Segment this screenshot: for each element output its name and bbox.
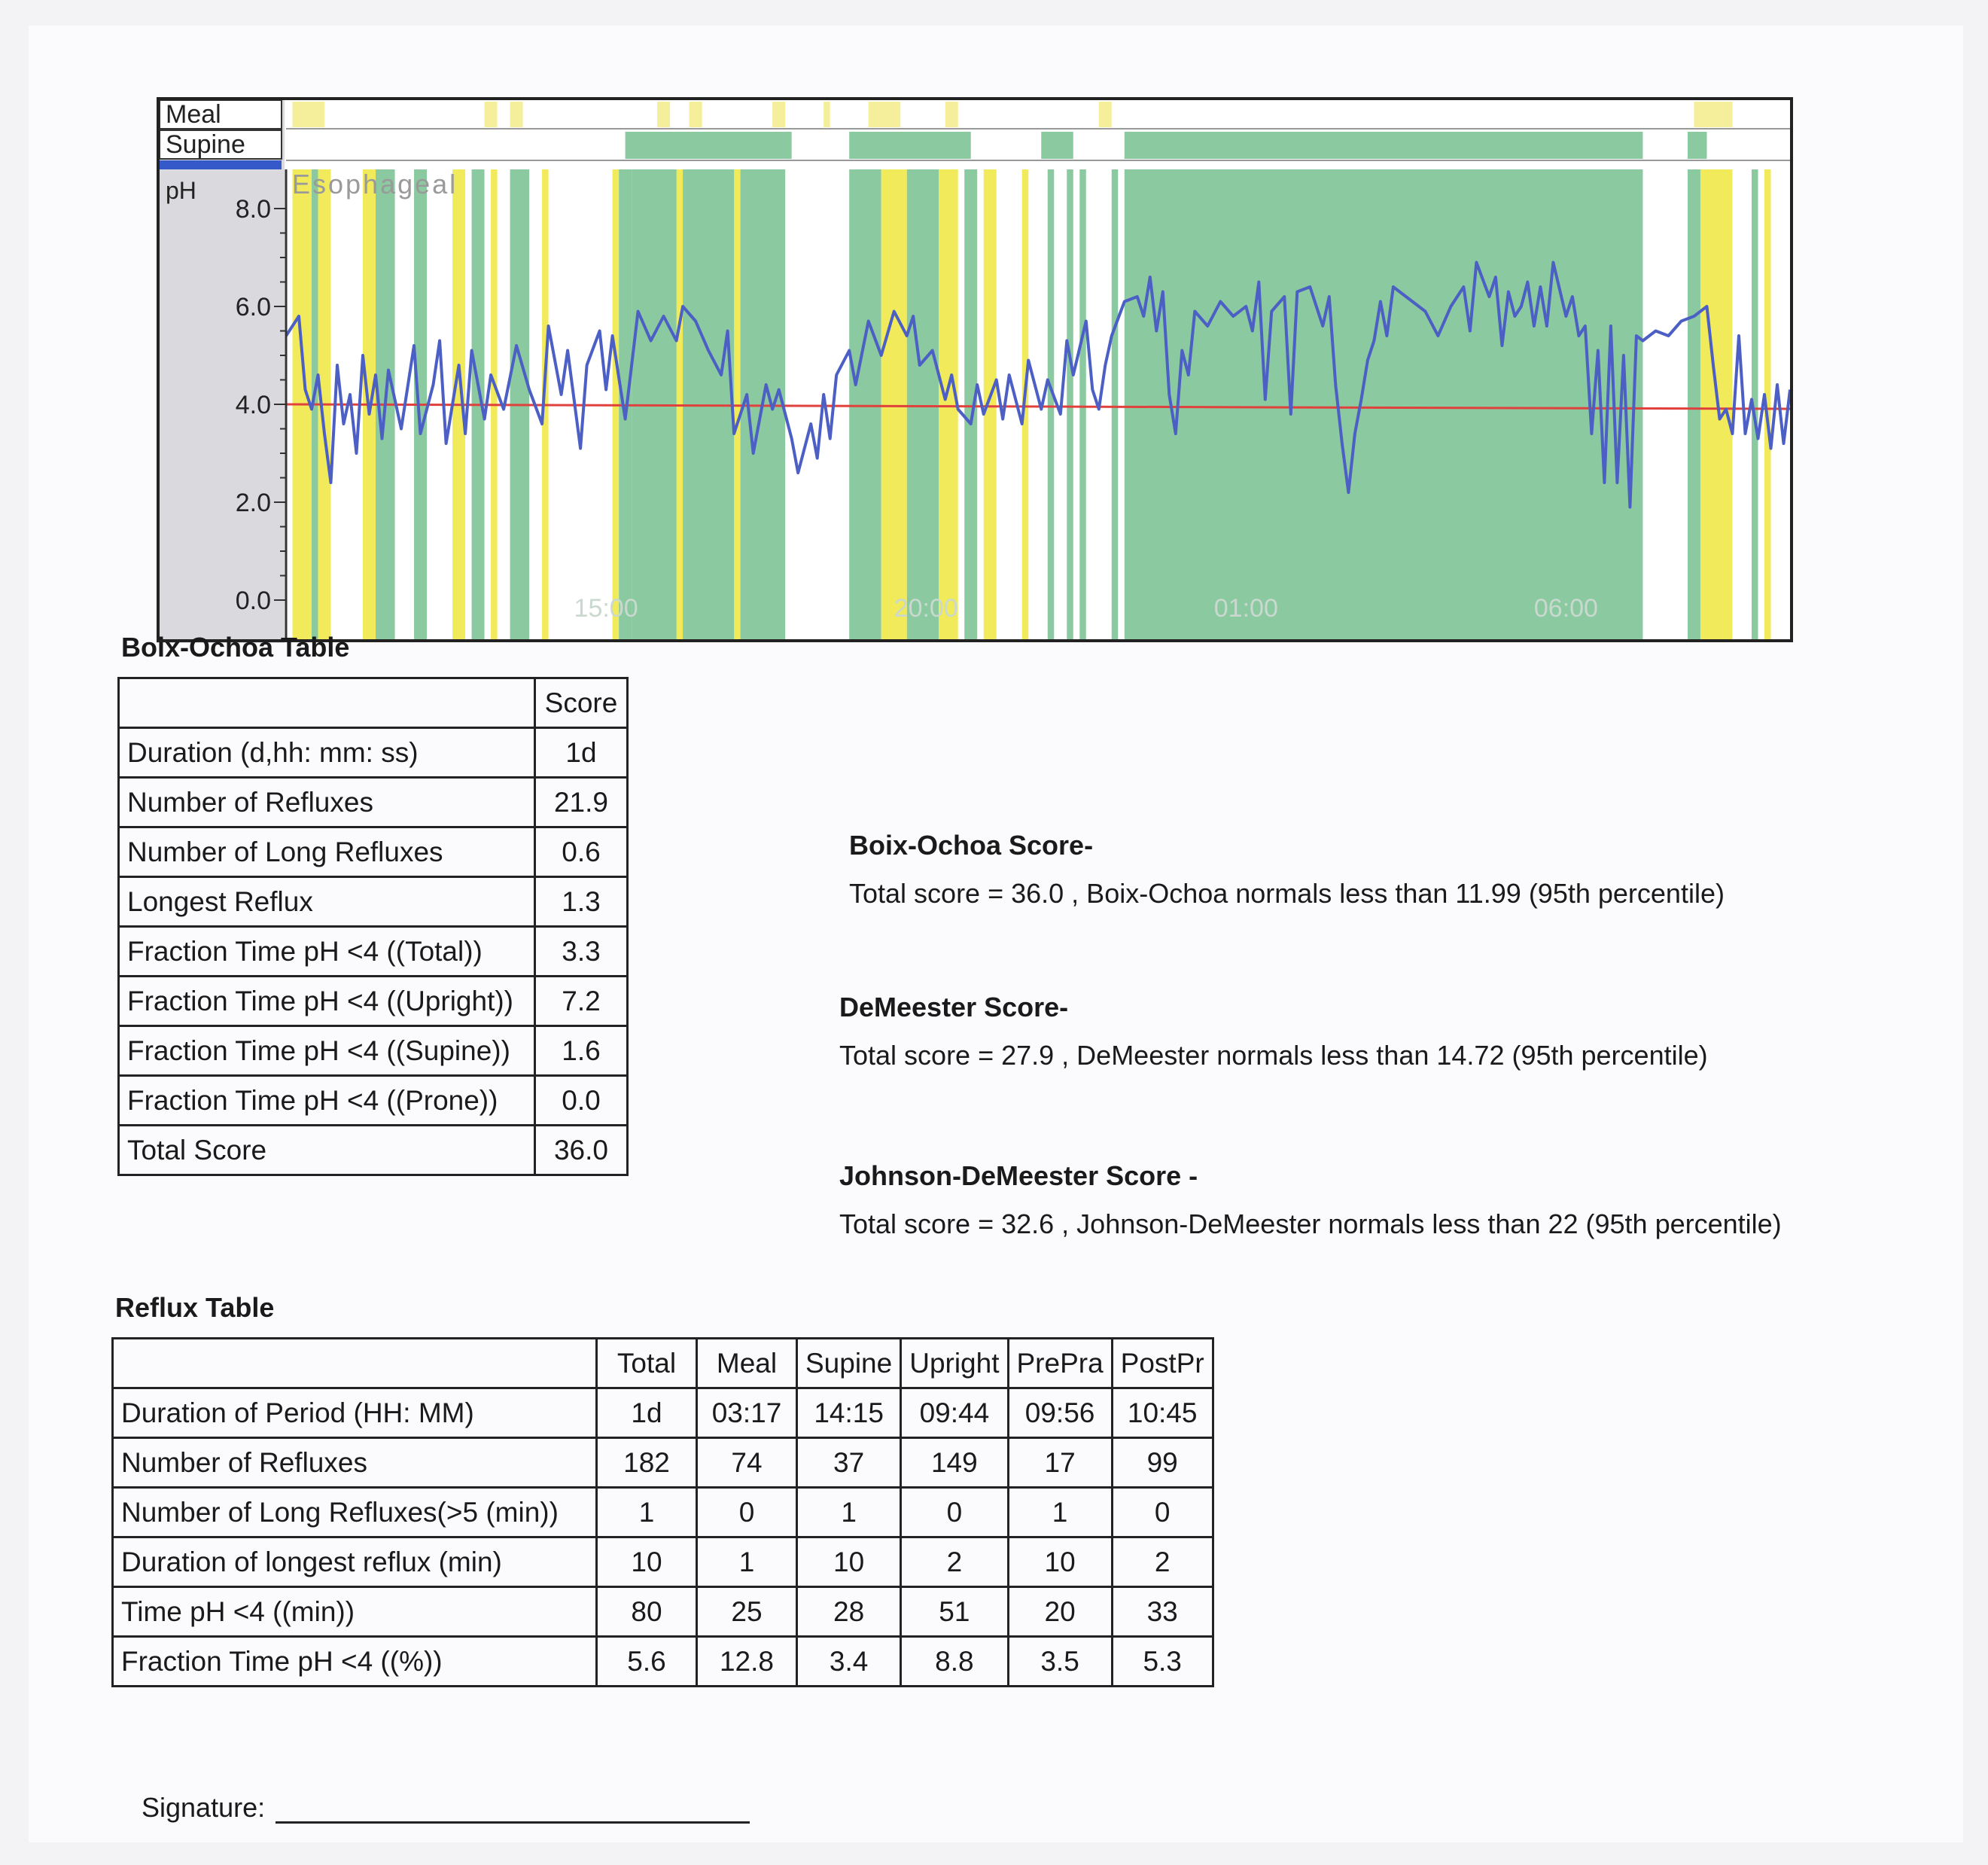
- supine-event-row: [626, 132, 1707, 159]
- reflux-table-row: [113, 1587, 1213, 1637]
- reflux-cell: 1: [797, 1488, 901, 1537]
- boix-ochoa-table-title: Boix-Ochoa Table: [121, 632, 350, 663]
- meal-row-label: Meal: [166, 100, 221, 129]
- upright-reflux-band: [984, 169, 997, 639]
- reflux-column-header: Meal: [697, 1339, 797, 1388]
- reflux-table-row: [113, 1388, 1213, 1438]
- reflux-cell: 09:44: [901, 1388, 1008, 1438]
- x-tick-label: 15:00: [574, 594, 638, 623]
- meal-period-marker: [293, 102, 325, 127]
- upright-reflux-band: [881, 169, 907, 639]
- reflux-cell: 10: [1008, 1537, 1112, 1587]
- boix-table-row: [119, 1026, 628, 1076]
- boix-table-row: [119, 877, 628, 927]
- meal-period-marker: [869, 102, 901, 127]
- reflux-cell: 20: [1008, 1587, 1112, 1637]
- demeester-score-title: DeMeester Score-: [839, 992, 1069, 1022]
- reflux-row-label: Fraction Time pH <4 ((%)): [113, 1637, 597, 1687]
- reflux-cell: 8.8: [901, 1637, 1008, 1687]
- boix-ochoa-score-text: Total score = 36.0 , Boix-Ochoa normals less than 11.99 (95th percentile): [849, 878, 1725, 909]
- supine-period-marker: [849, 132, 971, 159]
- boix-row-score: 1.6: [535, 1026, 628, 1076]
- upright-reflux-band: [939, 169, 958, 639]
- reflux-table-row: [113, 1637, 1213, 1687]
- boix-row-label: Fraction Time pH <4 ((Supine)): [119, 1026, 535, 1076]
- meal-period-marker: [772, 102, 785, 127]
- reflux-cell: 99: [1112, 1438, 1213, 1488]
- johnson-demeester-score-title: Johnson-DeMeester Score -: [839, 1160, 1198, 1191]
- supine-reflux-band: [907, 169, 939, 639]
- boix-table-corner: [119, 678, 535, 728]
- reflux-cell: 12.8: [697, 1637, 797, 1687]
- reflux-cell: 74: [697, 1438, 797, 1488]
- reflux-cell: 25: [697, 1587, 797, 1637]
- y-tick-label: 8.0: [235, 195, 271, 224]
- meal-period-marker: [945, 102, 958, 127]
- reflux-cell: 09:56: [1008, 1388, 1112, 1438]
- x-tick-label: 20:00: [894, 594, 958, 623]
- boix-table-row: [119, 1126, 628, 1175]
- demeester-score-text: Total score = 27.9 , DeMeester normals less than 14.72 (95th percentile): [839, 1040, 1708, 1071]
- demeester-score: [839, 992, 1708, 1071]
- boix-table-score-header: Score: [535, 678, 628, 728]
- reflux-table-row: [113, 1488, 1213, 1537]
- supine-reflux-band: [849, 169, 881, 639]
- reflux-table: [111, 1337, 1214, 1687]
- boix-ochoa-score: [849, 830, 1725, 910]
- boix-row-score: 3.3: [535, 927, 628, 977]
- supine-reflux-band: [1688, 169, 1700, 639]
- ph-monitoring-chart: [157, 97, 1794, 643]
- meal-period-marker: [690, 102, 702, 127]
- boix-table-row: [119, 977, 628, 1026]
- reflux-cell: 1d: [597, 1388, 697, 1438]
- boix-row-score: 36.0: [535, 1126, 628, 1175]
- reflux-column-header: Upright: [901, 1339, 1008, 1388]
- boix-row-label: Fraction Time pH <4 ((Total)): [119, 927, 535, 977]
- reflux-cell: 3.4: [797, 1637, 901, 1687]
- supine-period-marker: [1688, 132, 1707, 159]
- meal-period-marker: [510, 102, 523, 127]
- boix-row-label: Fraction Time pH <4 ((Upright)): [119, 977, 535, 1026]
- supine-reflux-band: [1112, 169, 1119, 639]
- boix-row-label: Total Score: [119, 1126, 535, 1175]
- boix-row-label: Fraction Time pH <4 ((Prone)): [119, 1076, 535, 1126]
- ph-axis-label: pH: [166, 177, 196, 204]
- reflux-table-corner: [113, 1339, 597, 1388]
- johnson-demeester-score-text: Total score = 32.6 , Johnson-DeMeester normals less than 22 (95th percentile): [839, 1208, 1782, 1239]
- boix-table-row: [119, 827, 628, 877]
- reflux-cell: 03:17: [697, 1388, 797, 1438]
- signature-line: [276, 1791, 750, 1824]
- y-tick-label: 0.0: [235, 587, 271, 615]
- reflux-row-label: Number of Refluxes: [113, 1438, 597, 1488]
- boix-row-score: 0.6: [535, 827, 628, 877]
- supine-reflux-band: [1048, 169, 1055, 639]
- meal-period-marker: [485, 102, 498, 127]
- boix-row-label: Duration (d,hh: mm: ss): [119, 728, 535, 778]
- reflux-cell: 0: [697, 1488, 797, 1537]
- y-tick-label: 6.0: [235, 293, 271, 321]
- boix-table-row: [119, 778, 628, 827]
- johnson-demeester-score: [839, 1160, 1782, 1240]
- meal-period-marker: [824, 102, 830, 127]
- boix-table-row: [119, 1076, 628, 1126]
- reflux-cell: 1: [597, 1488, 697, 1537]
- meal-period-marker: [657, 102, 670, 127]
- reflux-cell: 10: [797, 1537, 901, 1587]
- supine-period-marker: [1125, 132, 1643, 159]
- boix-table-row: [119, 728, 628, 778]
- reflux-cell: 10:45: [1112, 1388, 1213, 1438]
- channel-label: Esophageal: [292, 169, 458, 200]
- x-tick-label: 06:00: [1533, 594, 1598, 623]
- report-page: [29, 26, 1963, 1842]
- reflux-row-label: Number of Long Refluxes(>5 (min)): [113, 1488, 597, 1537]
- reflux-cell: 1: [697, 1537, 797, 1587]
- reflux-row-label: Time pH <4 ((min)): [113, 1587, 597, 1637]
- reflux-cell: 51: [901, 1587, 1008, 1637]
- supine-reflux-band: [1125, 169, 1643, 639]
- reflux-column-header: Supine: [797, 1339, 901, 1388]
- boix-row-score: 1d: [535, 728, 628, 778]
- signature-field: [142, 1791, 750, 1824]
- y-tick-label: 2.0: [235, 489, 271, 517]
- reflux-table-header-row: [113, 1339, 1213, 1388]
- signature-label: Signature:: [142, 1792, 266, 1823]
- reflux-cell: 2: [1112, 1537, 1213, 1587]
- reflux-cell: 33: [1112, 1587, 1213, 1637]
- supine-period-marker: [626, 132, 792, 159]
- boix-ochoa-score-title: Boix-Ochoa Score-: [849, 830, 1094, 861]
- reflux-cell: 0: [1112, 1488, 1213, 1537]
- supine-marker: [160, 160, 282, 169]
- reflux-cell: 14:15: [797, 1388, 901, 1438]
- reflux-cell: 10: [597, 1537, 697, 1587]
- supine-period-marker: [1041, 132, 1073, 159]
- y-tick-label: 4.0: [235, 391, 271, 419]
- reflux-row-label: Duration of Period (HH: MM): [113, 1388, 597, 1438]
- upright-reflux-band: [677, 169, 683, 639]
- reflux-cell: 5.6: [597, 1637, 697, 1687]
- boix-row-score: 7.2: [535, 977, 628, 1026]
- boix-row-score: 21.9: [535, 778, 628, 827]
- boix-row-score: 0.0: [535, 1076, 628, 1126]
- boix-row-label: Longest Reflux: [119, 877, 535, 927]
- reflux-column-header: Total: [597, 1339, 697, 1388]
- reflux-cell: 2: [901, 1537, 1008, 1587]
- supine-reflux-band: [1079, 169, 1086, 639]
- meal-period-marker: [1694, 102, 1732, 127]
- reflux-table-row: [113, 1438, 1213, 1488]
- supine-reflux-band: [1067, 169, 1073, 639]
- reflux-cell: 3.5: [1008, 1637, 1112, 1687]
- reflux-table-title: Reflux Table: [115, 1292, 275, 1323]
- boix-ochoa-table: [117, 677, 629, 1176]
- x-tick-label: 01:00: [1213, 594, 1278, 623]
- boix-row-label: Number of Long Refluxes: [119, 827, 535, 877]
- boix-row-label: Number of Refluxes: [119, 778, 535, 827]
- supine-row-label: Supine: [166, 130, 245, 159]
- reflux-table-row: [113, 1537, 1213, 1587]
- reflux-cell: 1: [1008, 1488, 1112, 1537]
- reflux-cell: 0: [901, 1488, 1008, 1537]
- reflux-column-header: PostPr: [1112, 1339, 1213, 1388]
- reflux-row-label: Duration of longest reflux (min): [113, 1537, 597, 1587]
- boix-table-row: [119, 927, 628, 977]
- reflux-cell: 37: [797, 1438, 901, 1488]
- reflux-cell: 5.3: [1112, 1637, 1213, 1687]
- boix-row-score: 1.3: [535, 877, 628, 927]
- reflux-cell: 28: [797, 1587, 901, 1637]
- reflux-cell: 182: [597, 1438, 697, 1488]
- reflux-cell: 149: [901, 1438, 1008, 1488]
- upright-reflux-band: [734, 169, 741, 639]
- reflux-cell: 17: [1008, 1438, 1112, 1488]
- reflux-cell: 80: [597, 1587, 697, 1637]
- reflux-column-header: PrePra: [1008, 1339, 1112, 1388]
- meal-period-marker: [1099, 102, 1112, 127]
- boix-table-header-row: [119, 678, 628, 728]
